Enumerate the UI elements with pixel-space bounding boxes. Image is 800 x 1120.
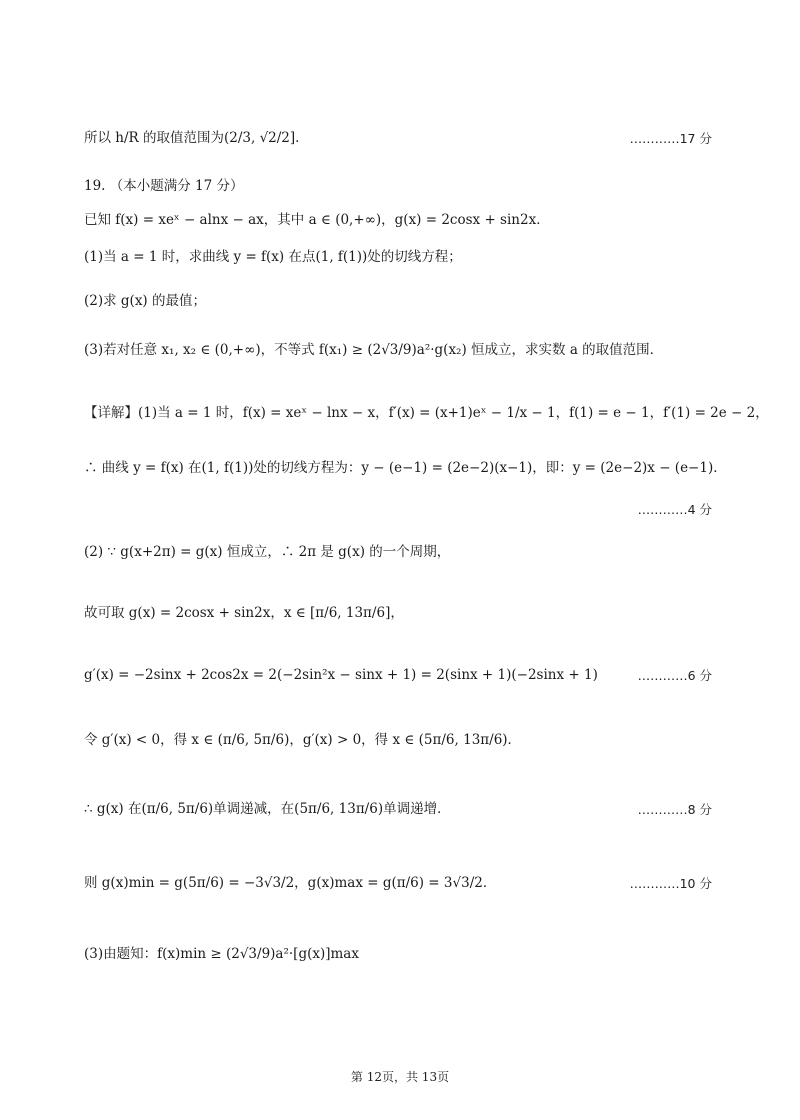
solution-2-extrema: 则 g(x)min = g(5π/6) = −3√3/2，g(x)max = g(π/6) = 3√3/2． [84,875,497,891]
question-3: (3)若对任意 x₁, x₂ ∈ (0,+∞)，不等式 f(x₁) ≥ (2√3/9)a²·g(x₂) 恒成立，求实数 a 的取值范围． [84,342,664,358]
question-1: (1)当 a = 1 时，求曲线 y = f(x) 在点(1, f(1))处的切线方程； [84,249,462,265]
problem-statement: 已知 f(x) = xeˣ − alnx − ax，其中 a ∈ (0,+∞)，g(x) = 2cosx + sin2x． [84,212,550,228]
solution-2-derivative: g′(x) = −2sinx + 2cos2x = 2(−2sin²x − sinx + 1) = 2(sinx + 1)(−2sinx + 1) [84,667,598,683]
solution-2-period: (2) ∵ g(x+2π) = g(x) 恒成立，∴ 2π 是 g(x) 的一个周期， [84,544,451,560]
solution-1: 【详解】(1)当 a = 1 时，f(x) = xeˣ − lnx − x，f′(x) = (x+1)eˣ − 1/x − 1，f(1) = e − 1，f′(1) = 2e − 2， [84,405,769,421]
solution-2-domain: 故可取 g(x) = 2cosx + sin2x，x ∈ [π/6, 13π/6]， [84,605,404,621]
score-17: …………17 分 [629,131,712,146]
solution-3-start: (3)由题知：f(x)min ≥ (2√3/9)a²·[g(x)]max [84,946,359,962]
solution-2-monotonic: ∴ g(x) 在(π/6, 5π/6)单调递减，在(5π/6, 13π/6)单调递增． [84,801,451,817]
score-4: …………4 分 [637,502,712,517]
solution-1-tangent: ∴ 曲线 y = f(x) 在(1, f(1))处的切线方程为：y − (e−1) = (2e−2)(x−1)，即：y = (2e−2)x − (e−1)． [84,460,727,476]
question-2: (2)求 g(x) 的最值； [84,293,206,309]
solution-2-sign: 令 g′(x) < 0，得 x ∈ (π/6, 5π/6)，g′(x) > 0，得 x ∈ (5π/6, 13π/6)． [84,732,522,748]
problem-heading: 19. （本小题满分 17 分） [84,178,244,194]
score-6: …………6 分 [637,668,712,683]
score-10: …………10 分 [629,876,712,891]
score-8: …………8 分 [637,802,712,817]
page-footer: 第 12页，共 13页 [350,1070,450,1084]
line-conclusion: 所以 h/R 的取值范围为(2/3, √2/2]. [84,130,300,146]
